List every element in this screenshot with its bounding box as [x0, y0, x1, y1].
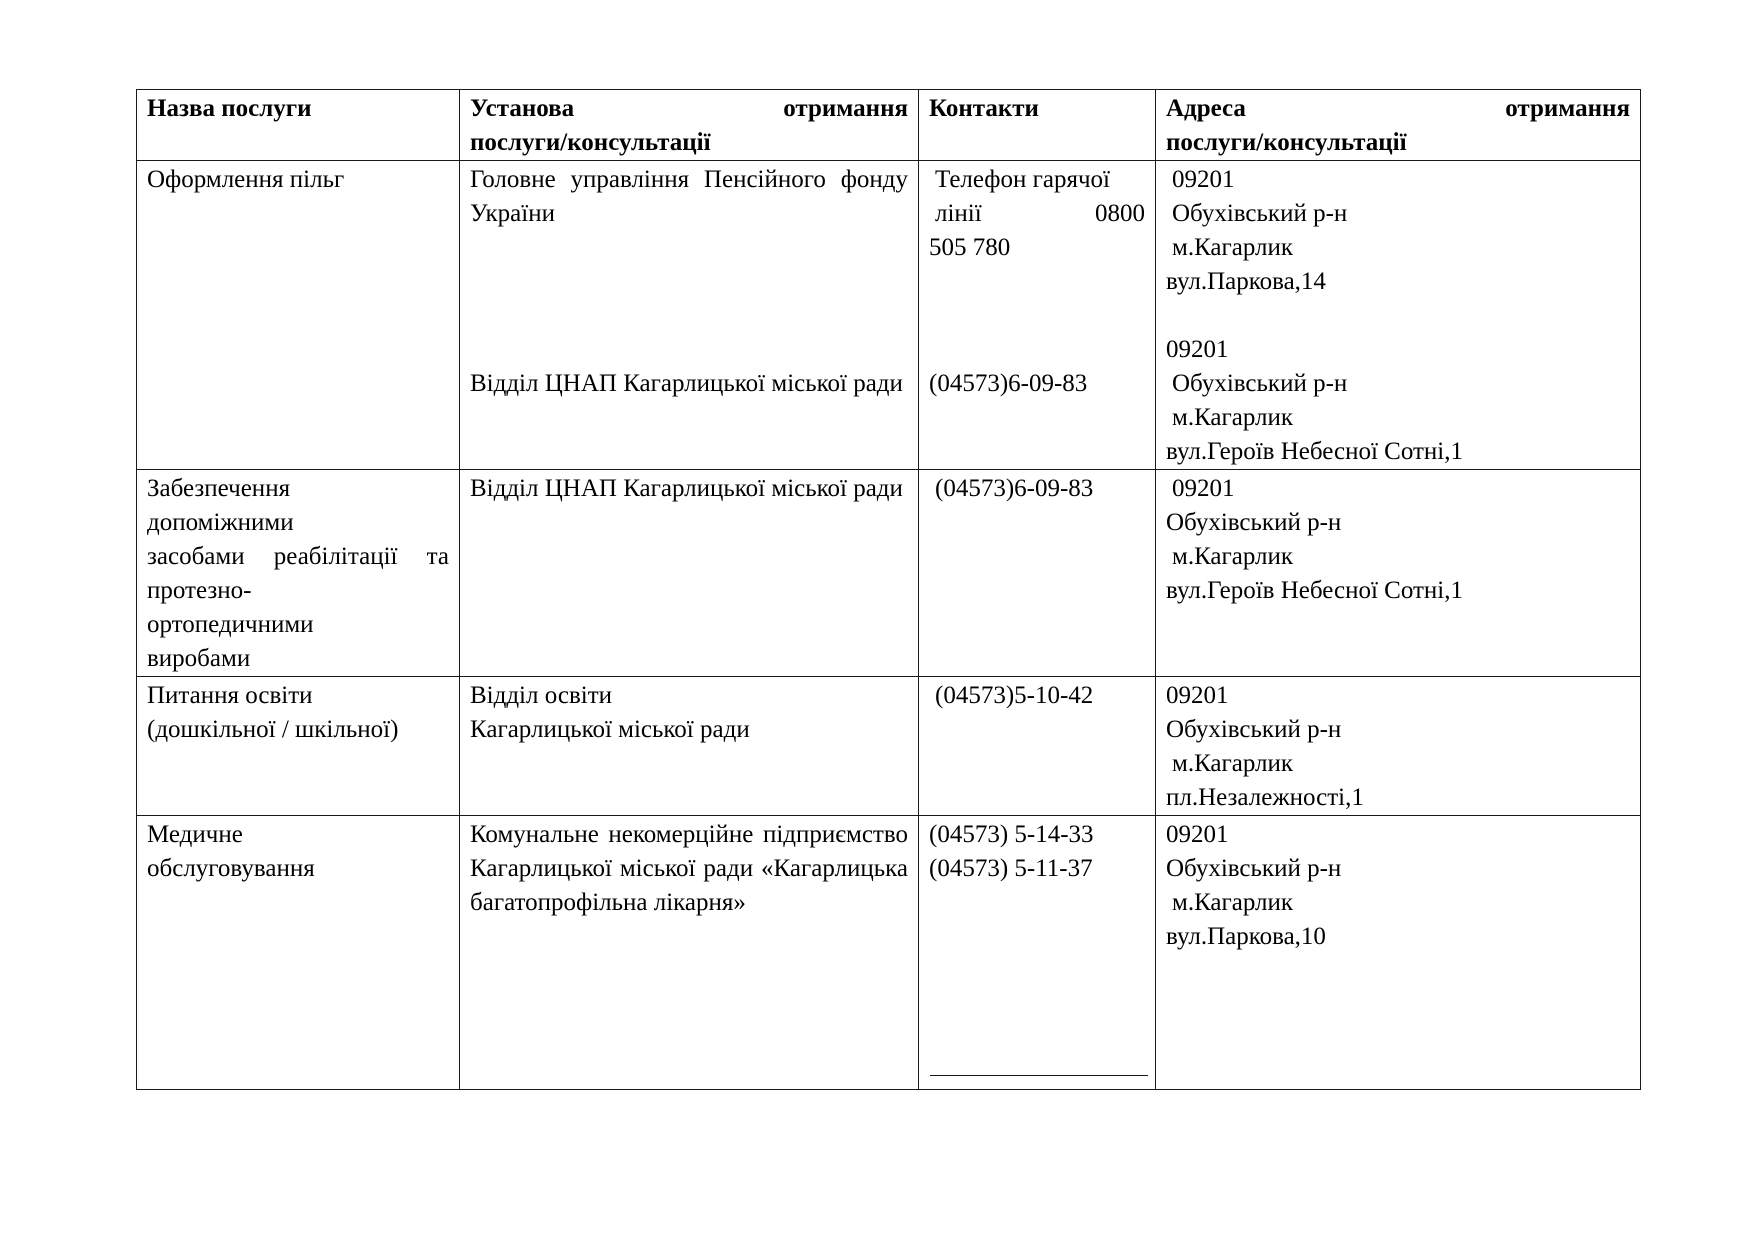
address-line: Обухівський р-н: [1166, 509, 1342, 536]
institution-name: Відділ ЦНАП Кагарлицької міської ради: [470, 475, 903, 502]
header-service-label: Назва послуги: [147, 95, 312, 122]
table-header-row: [137, 90, 1641, 161]
header-service: [137, 90, 460, 161]
address-line: вул.Героїв Небесної Сотні,1: [1166, 577, 1463, 604]
header-institution-line1: Установа отримання: [470, 95, 908, 122]
cell-service: [137, 677, 460, 816]
institution-name: Кагарлицької міської ради: [470, 716, 750, 743]
contact-text: 505 780: [929, 234, 1011, 261]
address-line: 09201: [1166, 682, 1229, 709]
address-line: вул.Паркова,14: [1166, 268, 1326, 295]
address-line: вул.Паркова,10: [1166, 923, 1326, 950]
header-institution-line2: послуги/консультації: [470, 129, 711, 156]
institution-name: Відділ ЦНАП Кагарлицької міської ради: [470, 370, 903, 397]
contact-phone: (04573) 5-11-37: [929, 855, 1093, 882]
address-line: Обухівський р-н: [1172, 370, 1348, 397]
table-row: [137, 677, 1641, 816]
service-name: ортопедичними: [147, 611, 314, 638]
header-address-line2: послуги/консультації: [1166, 129, 1407, 156]
service-name: обслуговування: [147, 855, 315, 882]
table-row: [137, 161, 1641, 470]
cell-address: [1156, 677, 1641, 816]
address-line: м.Кагарлик: [1172, 404, 1294, 431]
cell-contacts: [919, 677, 1156, 816]
address-line: Обухівський р-н: [1166, 855, 1342, 882]
table-row: [137, 470, 1641, 677]
service-name: (дошкільної / шкільної): [147, 716, 399, 743]
header-contacts: [919, 90, 1156, 161]
contact-text: Телефон гарячої: [935, 166, 1110, 193]
cell-service: [137, 816, 460, 1090]
cell-contacts: [919, 470, 1156, 677]
header-address: [1156, 90, 1641, 161]
address-line: 09201: [1172, 166, 1235, 193]
service-name: засобами реабілітації та: [147, 543, 449, 570]
contact-phone: (04573)6-09-83: [929, 370, 1088, 397]
contact-phone: (04573)6-09-83: [935, 475, 1094, 502]
cell-institution: [460, 677, 919, 816]
service-name: Оформлення пільг: [147, 166, 345, 193]
service-name: Питання освіти: [147, 682, 313, 709]
cell-contacts: [919, 816, 1156, 1090]
header-institution: [460, 90, 919, 161]
cell-service: [137, 470, 460, 677]
service-name: протезно-: [147, 577, 252, 604]
address-line: м.Кагарлик: [1172, 543, 1294, 570]
address-line: вул.Героїв Небесної Сотні,1: [1166, 438, 1463, 465]
cell-address: [1156, 161, 1641, 470]
address-line: 09201: [1166, 336, 1229, 363]
cell-address: [1156, 816, 1641, 1090]
contact-phone: (04573) 5-14-33: [929, 821, 1094, 848]
address-line: 09201: [1172, 475, 1235, 502]
institution-name: Відділ освіти: [470, 682, 613, 709]
contact-text: лінії 0800: [935, 200, 1145, 227]
service-name: Медичне: [147, 821, 243, 848]
contact-phone: (04573)5-10-42: [935, 682, 1094, 709]
services-table: [136, 89, 1641, 1090]
cell-institution: [460, 470, 919, 677]
cell-institution: [460, 161, 919, 470]
header-contacts-label: Контакти: [929, 95, 1039, 122]
address-line: Обухівський р-н: [1172, 200, 1348, 227]
service-name: виробами: [147, 645, 251, 672]
contacts-bottom-rule: [930, 1075, 1148, 1076]
address-line: м.Кагарлик: [1172, 889, 1294, 916]
address-line: м.Кагарлик: [1172, 234, 1294, 261]
cell-institution: [460, 816, 919, 1090]
institution-name: Головне управління Пенсійного фонду України: [470, 166, 908, 227]
address-line: 09201: [1166, 821, 1229, 848]
cell-contacts: [919, 161, 1156, 470]
header-address-line1: Адреса отримання: [1166, 95, 1630, 122]
service-name: допоміжними: [147, 509, 294, 536]
address-line: Обухівський р-н: [1166, 716, 1342, 743]
address-line: м.Кагарлик: [1172, 750, 1294, 777]
address-line: пл.Незалежності,1: [1166, 784, 1364, 811]
cell-address: [1156, 470, 1641, 677]
service-name: Забезпечення: [147, 475, 291, 502]
institution-name: Комунальне некомерційне підприємство Кагарлицької міської ради «Кагарлицька багатопрофільна лікарня»: [470, 821, 908, 916]
cell-service: [137, 161, 460, 470]
table-row: [137, 816, 1641, 1090]
